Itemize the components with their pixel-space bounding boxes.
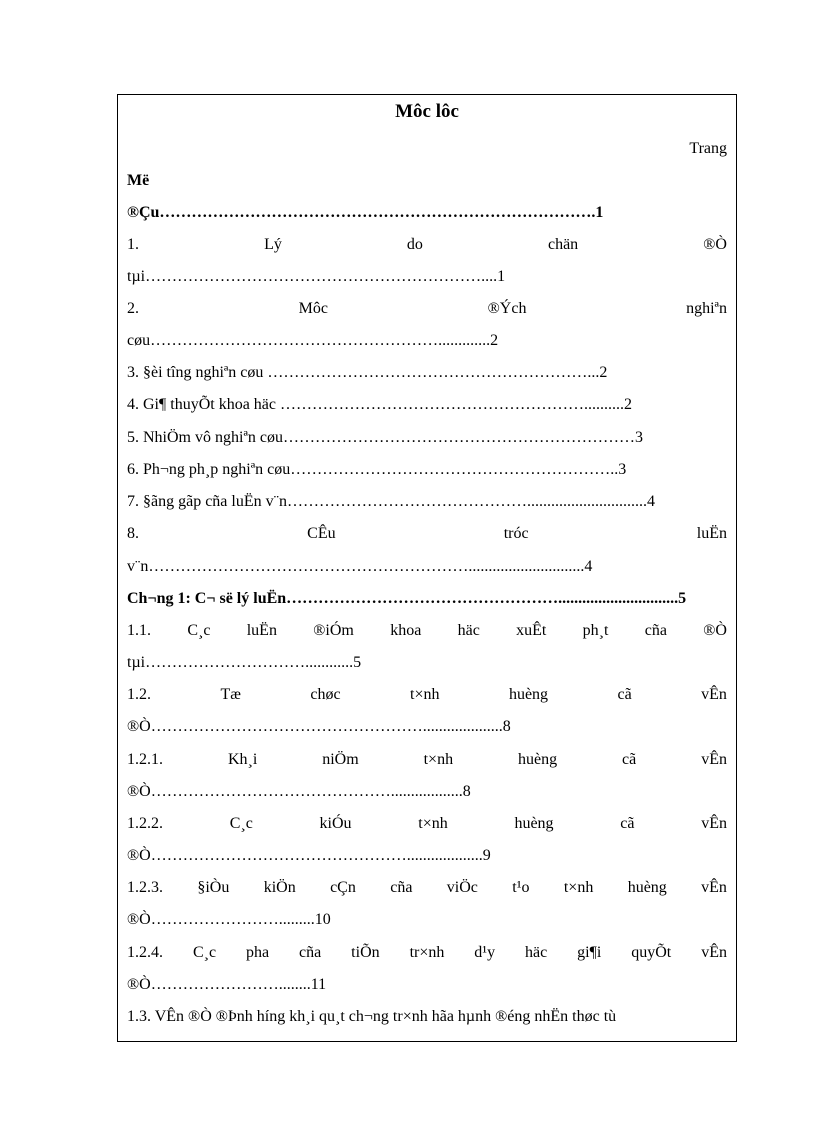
toc-entry: ®Ò…………………………………………...................9 [127, 847, 491, 864]
toc-entry: ®Ò…………………….........10 [127, 911, 331, 928]
toc-entry: 2. Môc ®Ých nghiªn [127, 300, 727, 317]
toc-entry: 3. §èi tîng nghiªn cøu ……………………………………………………...2 [127, 364, 608, 381]
toc-entry: ®Ò……………………………………………....................8 [127, 718, 511, 735]
toc-entry: v¨n…………………………………………………….............................4 [127, 558, 593, 575]
toc-entry: 7. §ãng gãp cña luËn v¨n………………………………………..............................4 [127, 493, 655, 510]
toc-entry: 4. Gi¶ thuyÕt khoa häc …………………………………………………..........2 [127, 396, 632, 413]
toc-entry: tµi…………………………............5 [127, 654, 362, 671]
toc-entry: 1.2.1. Kh¸i niÖm t×nh huèng cã vÊn [127, 751, 727, 768]
toc-entry: cøu……………………………………………….............2 [127, 332, 499, 349]
document-frame [117, 94, 737, 1042]
toc-entry: 1.1. C¸c luËn ®iÓm khoa häc xuÊt ph¸t cña ®Ò [127, 622, 727, 639]
toc-entry: 1. Lý do chän ®Ò [127, 236, 727, 253]
toc-entry: 8. CÊu tróc luËn [127, 525, 727, 542]
toc-entry: 5. NhiÖm vô nghiªn cøu…………………………………………………………3 [127, 429, 643, 446]
toc-entry: ®Ò……………………........11 [127, 976, 327, 993]
page-column-header: Trang [689, 140, 727, 157]
toc-entry: 1.2.2. C¸c kiÓu t×nh huèng cã vÊn [127, 815, 727, 832]
toc-entry: 6. Ph¬ng ph¸p nghiªn cøu……………………………………………………..3 [127, 461, 627, 478]
toc-entry: 1.2. Tæ chøc t×nh huèng cã vÊn [127, 686, 727, 703]
toc-entry: Më [127, 172, 150, 189]
toc-chapter: Ch¬ng 1: C¬ së lý luËn……………………………………………..............................5 [127, 590, 687, 607]
toc-entry: ®Çu……………………………………………………………………….1 [127, 204, 604, 221]
toc-entry: ®Ò………………………………………..................8 [127, 783, 471, 800]
toc-entry: 1.3. VÊn ®Ò ®Þnh híng kh¸i qu¸t ch¬ng tr×nh hãa hµnh ®éng nhËn thøc tù [127, 1008, 617, 1025]
toc-entry: 1.2.4. C¸c pha cña tiÕn tr×nh d¹y häc gi¶i quyÕt vÊn [127, 944, 727, 961]
toc-title: Môc lôc [395, 101, 459, 122]
toc-entry: tµi………………………………………………………....1 [127, 268, 506, 285]
toc-entry: 1.2.3. §iÒu kiÖn cÇn cña viÖc t¹o t×nh huèng vÊn [127, 879, 727, 896]
